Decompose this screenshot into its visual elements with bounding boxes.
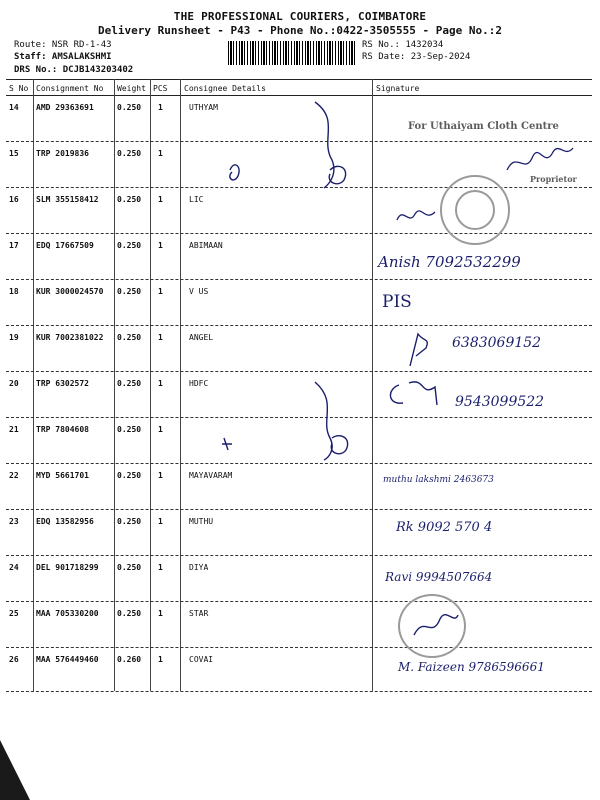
row-sno: 18	[9, 287, 19, 296]
stamp-text: For Uthaiyam Cloth Centre	[408, 121, 559, 132]
row-weight: 0.250	[117, 149, 142, 158]
row-consignment: KUR 7002381022	[36, 333, 104, 342]
scan-shadow	[0, 740, 40, 800]
row-divider	[6, 691, 592, 692]
row-pcs: 1	[158, 609, 163, 618]
col-consignment: Consignment No	[36, 84, 104, 93]
row-divider	[6, 279, 592, 280]
col-divider	[372, 79, 373, 691]
signature-mark	[410, 605, 460, 645]
row-divider	[6, 233, 592, 234]
row-consignment: TRP 6302572	[36, 379, 89, 388]
row-sno: 19	[9, 333, 19, 342]
pen-scribble	[220, 100, 360, 190]
row-pcs: 1	[158, 241, 163, 250]
signature-row19: 6383069152	[452, 335, 542, 351]
row-consignee: MAYAVARAM	[189, 471, 233, 480]
row-sno: 26	[9, 655, 19, 664]
row-pcs: 1	[158, 103, 163, 112]
row-weight: 0.250	[117, 379, 142, 388]
route-label: Route: NSR RD-1-43	[14, 40, 112, 50]
row-divider	[6, 647, 592, 648]
row-consignee: DIYA	[189, 563, 209, 572]
header-top-rule	[6, 79, 592, 80]
row-sno: 22	[9, 471, 19, 480]
row-consignment: MYD 5661701	[36, 471, 89, 480]
row-consignment: AMD 29363691	[36, 103, 94, 112]
row-divider	[6, 601, 592, 602]
row-weight: 0.260	[117, 655, 142, 664]
row-consignee: MUTHU	[189, 517, 214, 526]
row-consignment: KUR 3000024570	[36, 287, 104, 296]
row-pcs: 1	[158, 195, 163, 204]
col-sno: S No	[9, 84, 29, 93]
drs-number: DRS No.: DCJB143203402	[14, 65, 134, 75]
row-consignment: EDQ 13582956	[36, 517, 94, 526]
row-consignee: HDFC	[189, 379, 209, 388]
signature-mark	[400, 330, 440, 370]
row-pcs: 1	[158, 287, 163, 296]
col-divider	[150, 79, 151, 691]
row-consignee: ANGEL	[189, 333, 214, 342]
staff-label: Staff: AMSALAKSHMI	[14, 52, 112, 62]
row-consignment: TRP 7804608	[36, 425, 89, 434]
signature-row23: Rk 9092 570 4	[396, 520, 493, 535]
row-sno: 21	[9, 425, 19, 434]
row-divider	[6, 463, 592, 464]
row-sno: 20	[9, 379, 19, 388]
row-weight: 0.250	[117, 425, 142, 434]
row-weight: 0.250	[117, 103, 142, 112]
row-sno: 24	[9, 563, 19, 572]
row-pcs: 1	[158, 471, 163, 480]
runsheet-subtitle: Delivery Runsheet - P43 - Phone No.:0422-3505555 - Page No.:2	[98, 24, 502, 37]
signature-mark	[505, 140, 575, 180]
barcode	[228, 41, 356, 65]
row-weight: 0.250	[117, 241, 142, 250]
row-divider	[6, 325, 592, 326]
row-divider	[6, 371, 592, 372]
row-sno: 17	[9, 241, 19, 250]
row-weight: 0.250	[117, 609, 142, 618]
signature-row18: PIS	[382, 292, 412, 312]
row-pcs: 1	[158, 379, 163, 388]
row-weight: 0.250	[117, 333, 142, 342]
row-consignment: EDQ 17667509	[36, 241, 94, 250]
row-pcs: 1	[158, 149, 163, 158]
row-consignment: TRP 2019836	[36, 149, 89, 158]
row-sno: 23	[9, 517, 19, 526]
row-weight: 0.250	[117, 471, 142, 480]
row-consignee: V US	[189, 287, 209, 296]
row-consignment: DEL 901718299	[36, 563, 99, 572]
signature-row17: Anish 7092532299	[378, 253, 521, 271]
row-weight: 0.250	[117, 287, 142, 296]
row-consignee: ABIMAAN	[189, 241, 223, 250]
row-sno: 25	[9, 609, 19, 618]
row-sno: 14	[9, 103, 19, 112]
row-pcs: 1	[158, 563, 163, 572]
row-consignee: STAR	[189, 609, 209, 618]
signature-row22: muthu lakshmi 2463673	[383, 475, 494, 485]
row-consignment: SLM 355158412	[36, 195, 99, 204]
col-signature: Signature	[376, 84, 420, 93]
signature-row20: 9543099522	[455, 394, 545, 410]
row-pcs: 1	[158, 425, 163, 434]
row-pcs: 1	[158, 333, 163, 342]
stamp-role: Proprietor	[530, 174, 577, 184]
col-weight: Weight	[117, 84, 146, 93]
row-weight: 0.250	[117, 563, 142, 572]
row-sno: 15	[9, 149, 19, 158]
row-divider	[6, 509, 592, 510]
col-consignee: Consignee Details	[184, 84, 266, 93]
row-divider	[6, 555, 592, 556]
row-consignee: LIC	[189, 195, 204, 204]
row-weight: 0.250	[117, 517, 142, 526]
courier-stamp-inner	[455, 190, 495, 230]
row-consignee: COVAI	[189, 655, 214, 664]
pen-scribble	[220, 380, 360, 460]
col-divider	[180, 79, 181, 691]
signature-mark	[395, 200, 445, 234]
signature-row26: M. Faizeen 9786596661	[398, 660, 545, 674]
company-title: THE PROFESSIONAL COURIERS, COIMBATORE	[173, 10, 427, 23]
row-pcs: 1	[158, 517, 163, 526]
signature-mark	[385, 375, 455, 415]
col-pcs: PCS	[153, 84, 168, 93]
rs-date: RS Date: 23-Sep-2024	[362, 52, 471, 62]
col-divider	[114, 79, 115, 691]
signature-row24: Ravi 9994507664	[385, 570, 493, 584]
row-pcs: 1	[158, 655, 163, 664]
row-sno: 16	[9, 195, 19, 204]
header-bottom-rule	[6, 95, 592, 96]
row-consignee: UTHYAM	[189, 103, 218, 112]
row-consignment: MAA 576449460	[36, 655, 99, 664]
row-consignment: MAA 705330200	[36, 609, 99, 618]
col-divider	[33, 79, 34, 691]
rs-number: RS No.: 1432034	[362, 40, 444, 50]
row-weight: 0.250	[117, 195, 142, 204]
